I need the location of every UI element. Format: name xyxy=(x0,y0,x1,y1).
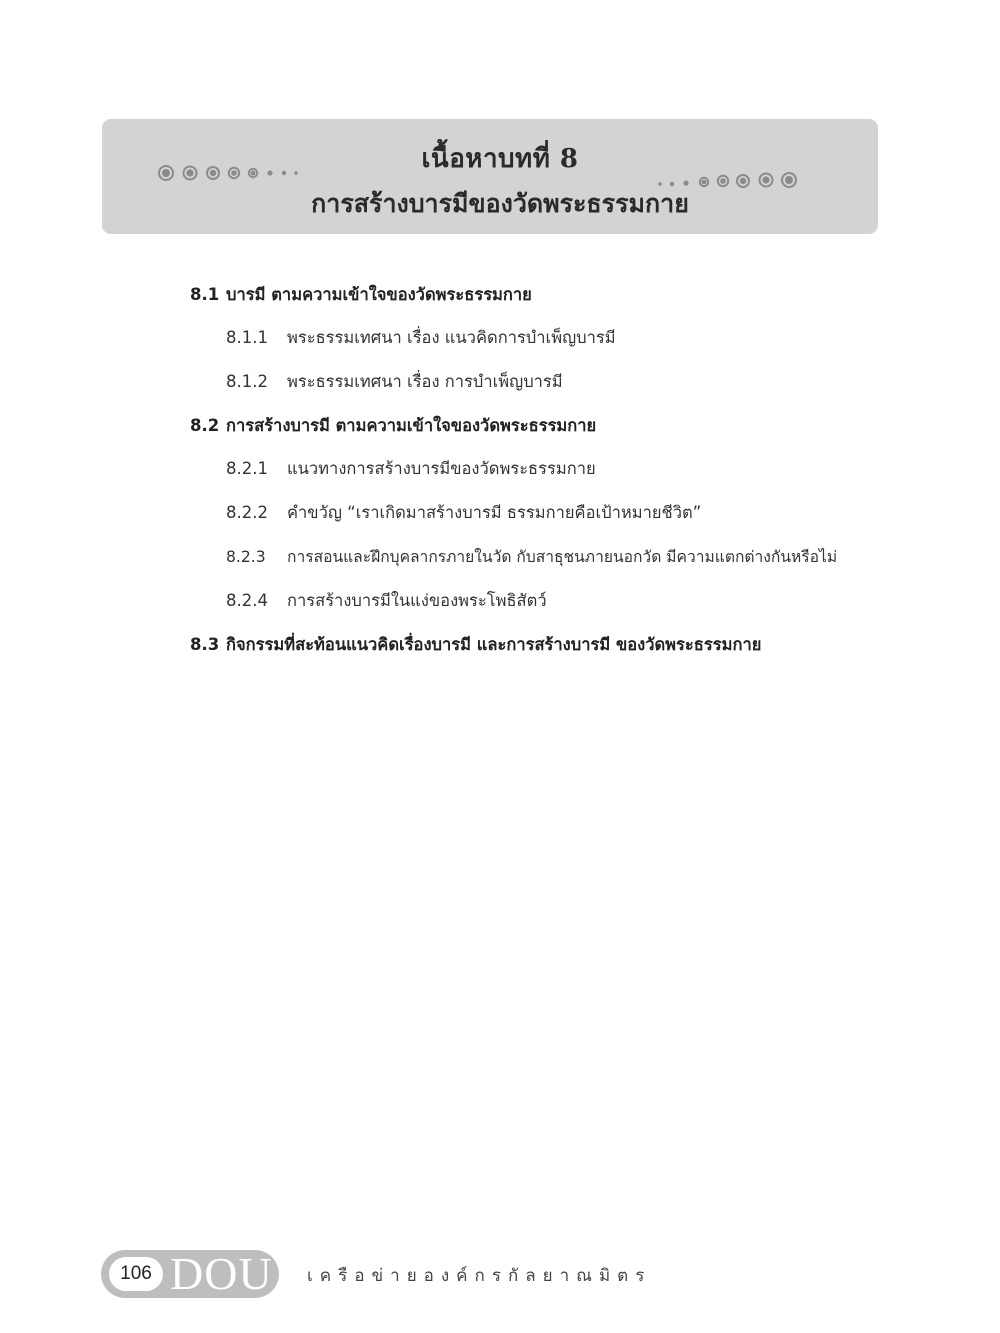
section-heading-8-3 xyxy=(190,632,761,658)
subsection-8-2-2 xyxy=(226,500,701,526)
section-title: บารมี ตามความเข้าใจของวัดพระธรรมกาย xyxy=(226,285,532,304)
subsection-number: 8.2.3 xyxy=(226,548,266,566)
page-number: 106 xyxy=(109,1257,163,1291)
subsection-text: พระธรรมเทศนา เรื่อง การบำเพ็ญบารมี xyxy=(287,372,563,391)
subsection-number: 8.2.4 xyxy=(226,591,268,610)
subsection-number: 8.2.1 xyxy=(226,459,268,478)
section-title: การสร้างบารมี ตามความเข้าใจของวัดพระธรรมกาย xyxy=(226,416,597,435)
section-heading-8-2 xyxy=(190,413,596,439)
subsection-text: แนวทางการสร้างบารมีของวัดพระธรรมกาย xyxy=(287,459,596,478)
subsection-8-1-1 xyxy=(226,325,616,351)
subsection-number: 8.1.2 xyxy=(226,372,268,391)
subsection-text: การสร้างบารมีในแง่ของพระโพธิสัตว์ xyxy=(287,591,547,610)
chapter-title: เนื้อหาบทที่ 8 xyxy=(421,144,579,174)
subsection-text: คำขวัญ “เราเกิดมาสร้างบารมี ธรรมกายคือเป้าหมายชีวิต” xyxy=(287,503,702,522)
section-heading-8-1 xyxy=(190,282,532,308)
dou-logo: DOU xyxy=(170,1248,273,1299)
subsection-8-2-1 xyxy=(226,456,596,482)
subsection-8-1-2 xyxy=(226,369,563,395)
footer-network-label: เครือข่ายองค์กรกัลยาณมิตร xyxy=(307,1266,652,1286)
subsection-text: การสอนและฝึกบุคลากรภายในวัด กับสาธุชนภายนอกวัด มีความแตกต่างกันหรือไม่ xyxy=(287,548,838,566)
subsection-number: 8.1.1 xyxy=(226,328,268,347)
subsection-8-2-4 xyxy=(226,588,547,614)
chapter-subtitle: การสร้างบารมีของวัดพระธรรมกาย xyxy=(311,189,689,218)
subsection-text: พระธรรมเทศนา เรื่อง แนวคิดการบำเพ็ญบารมี xyxy=(287,328,616,347)
subsection-number: 8.2.2 xyxy=(226,503,268,522)
section-title: กิจกรรมที่สะท้อนแนวคิดเรื่องบารมี และการสร้างบารมี ของวัดพระธรรมกาย xyxy=(226,635,762,654)
subsection-8-2-3 xyxy=(226,544,837,569)
section-number: 8.1 xyxy=(190,285,220,304)
section-number: 8.2 xyxy=(190,416,220,435)
section-number: 8.3 xyxy=(190,635,220,654)
